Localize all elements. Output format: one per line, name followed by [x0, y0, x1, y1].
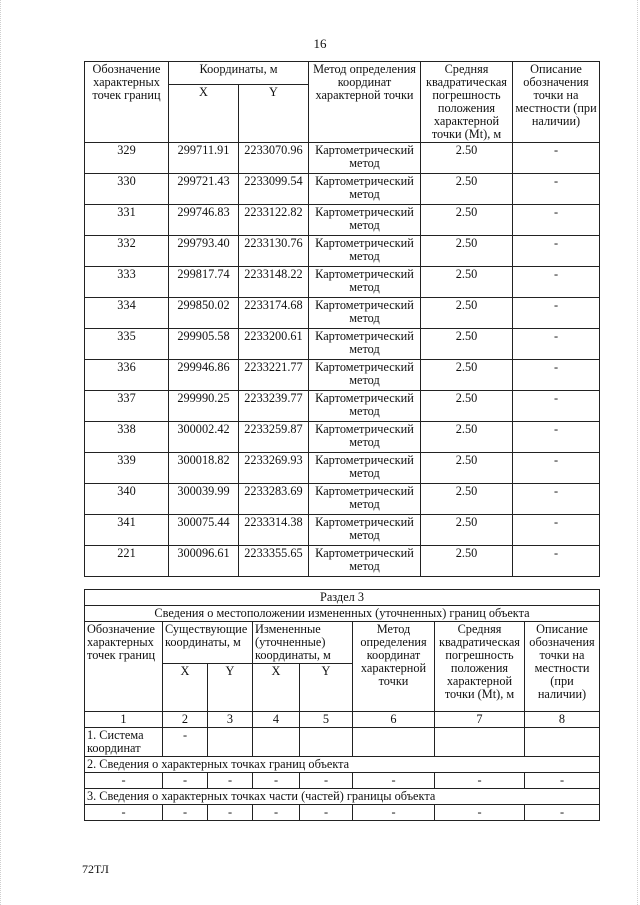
header-y: Y: [239, 85, 309, 143]
point-id-cell: 329: [85, 143, 169, 174]
empty-cell: [208, 728, 253, 757]
table-row: [85, 267, 600, 298]
header2-method: Метод определения координат характерной точки: [353, 622, 435, 712]
mt-value-cell: 2.50: [421, 453, 513, 484]
header2-changed-x: X: [253, 664, 300, 712]
dash-cell: -: [435, 773, 525, 789]
table-row: [85, 236, 600, 267]
coord-x-cell: 300039.99: [169, 484, 239, 515]
dash-cell: -: [208, 805, 253, 821]
header2-existing-y: Y: [208, 664, 253, 712]
description-cell: -: [513, 174, 600, 205]
dash-cell: -: [353, 805, 435, 821]
left-edge-dots: [0, 0, 3, 905]
coord-x-cell: 300075.44: [169, 515, 239, 546]
mt-value-cell: 2.50: [421, 174, 513, 205]
table-row: [85, 422, 600, 453]
point-id-cell: 341: [85, 515, 169, 546]
point-id-cell: 337: [85, 391, 169, 422]
point-id-cell: 339: [85, 453, 169, 484]
column-numbers-row: [85, 712, 600, 728]
coord-y-cell: 2233200.61: [239, 329, 309, 360]
mt-value-cell: 2.50: [421, 484, 513, 515]
coordinates-table-body: [85, 143, 600, 577]
header2-changed-y: Y: [300, 664, 353, 712]
dash-cell: -: [353, 773, 435, 789]
mt-value-cell: 2.50: [421, 205, 513, 236]
method-cell: Картометрический метод: [309, 422, 421, 453]
coord-x-cell: 299946.86: [169, 360, 239, 391]
section3-values-row: [85, 805, 600, 821]
header2-description: Описание обозначения точки на местности (при наличии): [525, 622, 600, 712]
point-id-cell: 330: [85, 174, 169, 205]
section2-values-row: [85, 773, 600, 789]
description-cell: -: [513, 422, 600, 453]
method-cell: Картометрический метод: [309, 205, 421, 236]
table-row: [85, 360, 600, 391]
description-cell: -: [513, 205, 600, 236]
dash-cell: -: [525, 773, 600, 789]
coord-y-cell: 2233070.96: [239, 143, 309, 174]
coord-y-cell: 2233148.22: [239, 267, 309, 298]
point-id-cell: 340: [85, 484, 169, 515]
method-cell: Картометрический метод: [309, 484, 421, 515]
point-id-cell: 332: [85, 236, 169, 267]
col-number: 2: [163, 712, 208, 728]
description-cell: -: [513, 329, 600, 360]
header-x: X: [169, 85, 239, 143]
mt-value-cell: 2.50: [421, 298, 513, 329]
col-number: 1: [85, 712, 163, 728]
table-row: [85, 174, 600, 205]
coord-y-cell: 2233239.77: [239, 391, 309, 422]
dash-cell: -: [525, 805, 600, 821]
description-cell: -: [513, 236, 600, 267]
coord-y-cell: 2233355.65: [239, 546, 309, 577]
description-cell: -: [513, 515, 600, 546]
coord-x-cell: 299990.25: [169, 391, 239, 422]
header-error: Средняя квадратическая погрешность положения характерной точки (Mt), м: [421, 62, 513, 143]
method-cell: Картометрический метод: [309, 267, 421, 298]
method-cell: Картометрический метод: [309, 329, 421, 360]
page-number: 16: [313, 36, 327, 51]
description-cell: -: [513, 453, 600, 484]
coord-x-cell: 299793.40: [169, 236, 239, 267]
point-id-cell: 333: [85, 267, 169, 298]
col-number: 7: [435, 712, 525, 728]
coord-x-cell: 299817.74: [169, 267, 239, 298]
dash-cell: -: [163, 773, 208, 789]
point-id-cell: 338: [85, 422, 169, 453]
col-number: 8: [525, 712, 600, 728]
mt-value-cell: 2.50: [421, 391, 513, 422]
mt-value-cell: 2.50: [421, 236, 513, 267]
coord-x-cell: 299850.02: [169, 298, 239, 329]
header2-changed: Измененные (уточненные) координаты, м: [253, 622, 353, 664]
header2-error: Средняя квадратическая погрешность положения характерной точки (Mt), м: [435, 622, 525, 712]
header-coordinates: Координаты, м: [169, 62, 309, 85]
method-cell: Картометрический метод: [309, 360, 421, 391]
empty-cell: [435, 728, 525, 757]
description-cell: -: [513, 546, 600, 577]
col-number: 6: [353, 712, 435, 728]
description-cell: -: [513, 360, 600, 391]
point-id-cell: 221: [85, 546, 169, 577]
coordinates-table: [84, 61, 600, 577]
col-number: 3: [208, 712, 253, 728]
header-point-designation: Обозначение характерных точек границ: [85, 62, 169, 143]
point-id-cell: 331: [85, 205, 169, 236]
method-cell: Картометрический метод: [309, 515, 421, 546]
coord-x-cell: 299711.91: [169, 143, 239, 174]
mt-value-cell: 2.50: [421, 267, 513, 298]
method-cell: Картометрический метод: [309, 546, 421, 577]
table-row: [85, 205, 600, 236]
section2-label: 2. Сведения о характерных точках границ объекта: [85, 757, 600, 773]
header2-existing-x: X: [163, 664, 208, 712]
mt-value-cell: 2.50: [421, 360, 513, 391]
dash-cell: -: [208, 773, 253, 789]
description-cell: -: [513, 391, 600, 422]
section-subtitle: Сведения о местоположении измененных (уточненных) границ объекта: [85, 606, 600, 622]
empty-cell: [353, 728, 435, 757]
point-id-cell: 336: [85, 360, 169, 391]
description-cell: -: [513, 298, 600, 329]
col-number: 5: [300, 712, 353, 728]
empty-cell: [525, 728, 600, 757]
dash-cell: -: [300, 773, 353, 789]
header2-existing: Существующие координаты, м: [163, 622, 253, 664]
mt-value-cell: 2.50: [421, 329, 513, 360]
point-id-cell: 335: [85, 329, 169, 360]
coord-y-cell: 2233221.77: [239, 360, 309, 391]
coord-system-value: -: [163, 728, 208, 757]
coord-y-cell: 2233099.54: [239, 174, 309, 205]
dash-cell: -: [300, 805, 353, 821]
description-cell: -: [513, 484, 600, 515]
header-method: Метод определения координат характерной точки: [309, 62, 421, 143]
description-cell: -: [513, 143, 600, 174]
coord-x-cell: 300096.61: [169, 546, 239, 577]
method-cell: Картометрический метод: [309, 143, 421, 174]
header2-point-designation: Обозначение характерных точек границ: [85, 622, 163, 712]
coord-x-cell: 299905.58: [169, 329, 239, 360]
method-cell: Картометрический метод: [309, 391, 421, 422]
table-row: [85, 546, 600, 577]
dash-cell: -: [85, 773, 163, 789]
section3-label: 3. Сведения о характерных точках части (частей) границы объекта: [85, 789, 600, 805]
empty-cell: [253, 728, 300, 757]
dash-cell: -: [163, 805, 208, 821]
description-cell: -: [513, 267, 600, 298]
mt-value-cell: 2.50: [421, 546, 513, 577]
table-row: [85, 453, 600, 484]
coord-y-cell: 2233283.69: [239, 484, 309, 515]
dash-cell: -: [253, 805, 300, 821]
dash-cell: -: [435, 805, 525, 821]
dash-cell: -: [253, 773, 300, 789]
empty-cell: [300, 728, 353, 757]
col-number: 4: [253, 712, 300, 728]
coord-x-cell: 300018.82: [169, 453, 239, 484]
method-cell: Картометрический метод: [309, 174, 421, 205]
method-cell: Картометрический метод: [309, 453, 421, 484]
coord-x-cell: 300002.42: [169, 422, 239, 453]
coord-x-cell: 299746.83: [169, 205, 239, 236]
table-row: [85, 298, 600, 329]
method-cell: Картометрический метод: [309, 298, 421, 329]
table-row: [85, 391, 600, 422]
table-row: [85, 484, 600, 515]
coord-system-label: 1. Система координат: [85, 728, 163, 757]
section3-table: [84, 589, 600, 821]
header-description: Описание обозначения точки на местности (при наличии): [513, 62, 600, 143]
mt-value-cell: 2.50: [421, 143, 513, 174]
mt-value-cell: 2.50: [421, 515, 513, 546]
coord-y-cell: 2233122.82: [239, 205, 309, 236]
dash-cell: -: [85, 805, 163, 821]
section-title: Раздел 3: [85, 590, 600, 606]
table-row: [85, 329, 600, 360]
table-row: [85, 515, 600, 546]
coord-y-cell: 2233259.87: [239, 422, 309, 453]
coord-y-cell: 2233314.38: [239, 515, 309, 546]
coord-system-row: [85, 728, 600, 757]
coord-y-cell: 2233174.68: [239, 298, 309, 329]
mt-value-cell: 2.50: [421, 422, 513, 453]
method-cell: Картометрический метод: [309, 236, 421, 267]
coord-y-cell: 2233130.76: [239, 236, 309, 267]
coord-y-cell: 2233269.93: [239, 453, 309, 484]
point-id-cell: 334: [85, 298, 169, 329]
coord-x-cell: 299721.43: [169, 174, 239, 205]
footer-code: 72ТЛ: [82, 862, 109, 876]
table-row: [85, 143, 600, 174]
